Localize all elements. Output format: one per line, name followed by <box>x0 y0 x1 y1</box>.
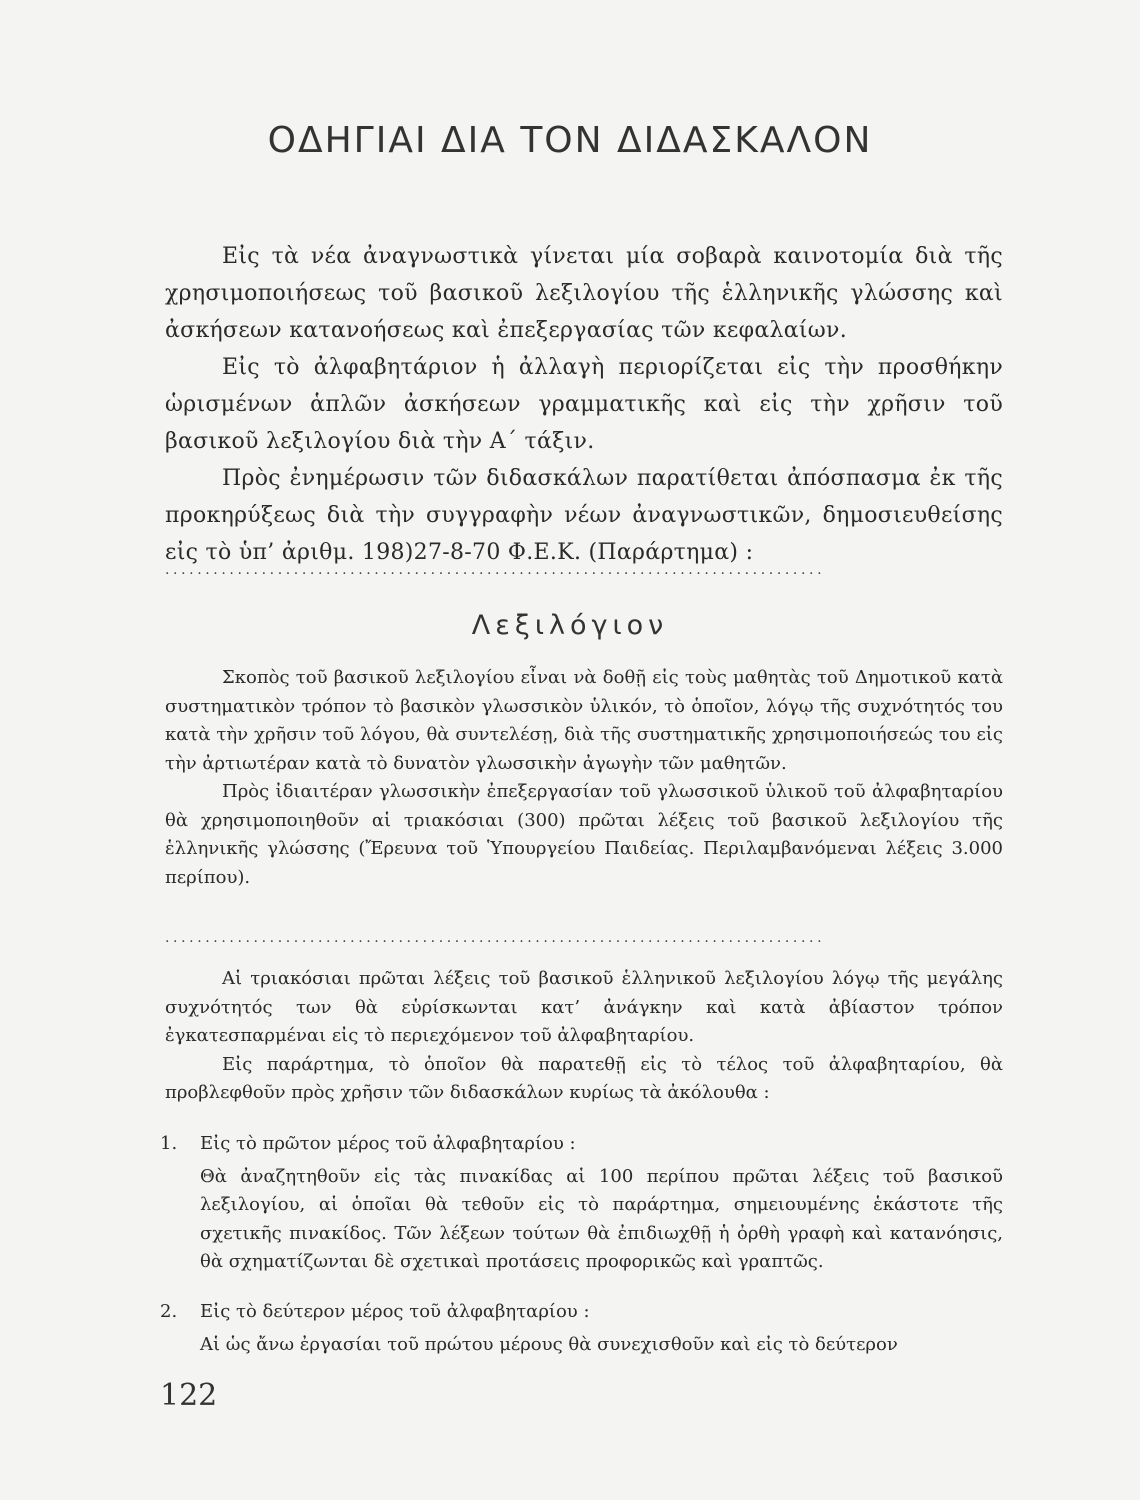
section-subtitle: Λεξιλόγιον <box>471 610 669 641</box>
vocabulary-section <box>165 664 1003 892</box>
body-paragraph: Αἱ τριακόσιαι πρῶται λέξεις τοῦ βασικοῦ ἑλληνικοῦ λεξιλογίου λόγῳ τῆς μεγάλης συχνότητός των θὰ εὑρίσκωνται κατ’ ἀνάγκην καὶ κατὰ ἀβίαστον τρόπον ἐγκατεσπαρμέναι εἰς τὸ περιεχόμενον τοῦ ἀλφαβηταρίου. <box>165 968 1003 1046</box>
list-item-text: Αἱ ὡς ἄνω ἐργασίαι τοῦ πρώτου μέρους θὰ συνεχισθοῦν καὶ εἰς τὸ δεύτερον <box>200 1333 898 1355</box>
list-item <box>160 1130 1003 1277</box>
intro-paragraph: Πρὸς ἐνημέρωσιν τῶν διδασκάλων παρατίθεται ἀπόσπασμα ἐκ τῆς προκηρύξεως διὰ τὴν συγγραφὴν νέων ἀναγνωστικῶν, δημοσιευθείσης εἰς τὸ ὑπ’ ἀριθμ. 198)27-8-70 Φ.Ε.Κ. (Παράρτημα) : <box>165 466 1003 565</box>
list-item-number: 1. <box>160 1133 178 1154</box>
list-item-heading: Εἰς τὸ πρῶτον μέρος τοῦ ἀλφαβηταρίου : <box>200 1133 576 1154</box>
list-item-heading: Εἰς τὸ δεύτερον μέρος τοῦ ἀλφαβηταρίου : <box>200 1301 590 1322</box>
intro-paragraph: Εἰς τὰ νέα ἀναγνωστικὰ γίνεται μία σοβαρὰ καινοτομία διὰ τῆς χρησιμοποιήσεως τοῦ βασικοῦ λεξιλογίου τῆς ἑλληνικῆς γλώσσης καὶ ἀσκήσεων κατανοήσεως καὶ ἐπεξεργασίας τῶν κεφαλαίων. <box>165 244 1003 343</box>
intro-paragraph: Εἰς τὸ ἀλφαβητάριον ἡ ἀλλαγὴ περιορίζεται εἰς τὴν προσθήκην ὡρισμένων ἁπλῶν ἀσκήσεων γραμματικῆς καὶ εἰς τὴν χρῆσιν τοῦ βασικοῦ λεξιλογίου διὰ τὴν Α΄ τάξιν. <box>165 355 1003 454</box>
body-paragraph: Εἰς παράρτημα, τὸ ὁποῖον θὰ παρατεθῇ εἰς τὸ τέλος τοῦ ἀλφαβηταρίου, θὰ προβλεφθοῦν πρὸς χρῆσιν τῶν διδασκάλων κυρίως τὰ ἀκόλουθα : <box>165 1053 1003 1103</box>
list-item-text: Θὰ ἀναζητηθοῦν εἰς τὰς πινακίδας αἱ 100 περίπου πρῶται λέξεις τοῦ βασικοῦ λεξιλογίου, αἱ ὁποῖαι θὰ τεθοῦν εἰς τὸ παράρτημα, σημειουμένης ἑκάστοτε τῆς σχετικῆς πινακίδος. Τῶν λέξεων τούτων θὰ ἐπιδιωχθῇ ἡ ὀρθὴ γραφὴ καὶ κατανόησις, θὰ σχηματίζωνται δὲ σχετικαὶ προτάσεις προφορικῶς καὶ γραπτῶς. <box>200 1165 1003 1272</box>
intro-section <box>165 238 1003 571</box>
body-section <box>165 965 1003 1108</box>
page-number: 122 <box>160 1378 218 1413</box>
dotted-separator: .................................................................................. <box>165 930 826 946</box>
dotted-separator: .................................................................................. <box>165 562 826 578</box>
list-item <box>160 1298 1003 1359</box>
vocabulary-paragraph: Πρὸς ἰδιαιτέραν γλωσσικὴν ἐπεξεργασίαν τοῦ γλωσσικοῦ ὑλικοῦ τοῦ ἀλφαβηταρίου θὰ χρησιμοποιηθοῦν αἱ τριακόσιαι (300) πρῶται λέξεις τοῦ βασικοῦ λεξιλογίου τῆς ἑλληνικῆς γλώσσης (Ἔρευνα τοῦ Ὑπουργείου Παιδείας. Περιλαμβανόμεναι λέξεις 3.000 περίπου). <box>165 781 1003 888</box>
list-item-header <box>160 1130 1003 1159</box>
page-title: ΟΔΗΓΙΑΙ ΔΙΑ ΤΟΝ ΔΙΔΑΣΚΑΛΟΝ <box>267 120 873 161</box>
list-item-header <box>160 1298 1003 1327</box>
vocabulary-paragraph: Σκοπὸς τοῦ βασικοῦ λεξιλογίου εἶναι νὰ δοθῇ εἰς τοὺς μαθητὰς τοῦ Δημοτικοῦ κατὰ συστηματικὸν τρόπον τὸ βασικὸν γλωσσικὸν ὑλικόν, τὸ ὁποῖον, λόγῳ τῆς συχνότητός του κατὰ τὴν χρῆσιν τοῦ λόγου, θὰ συντελέσῃ, διὰ τῆς συστηματικῆς χρησιμοποιήσεώς του εἰς τὴν ἀρτιωτέραν κατὰ τὸ δυνατὸν γλωσσικὴν ἀγωγὴν τῶν μαθητῶν. <box>165 667 1003 774</box>
list-item-number: 2. <box>160 1301 178 1322</box>
